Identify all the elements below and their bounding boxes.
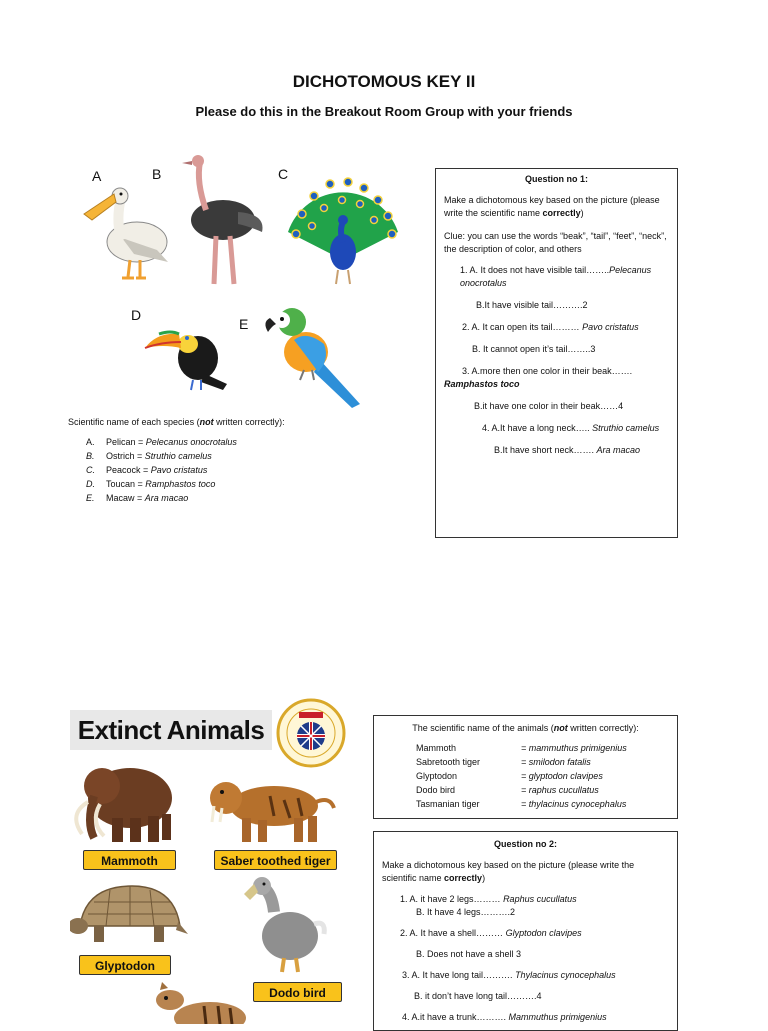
instructions-end: ) [580,208,584,218]
key-text: B.It have short neck……. [494,445,597,455]
q2-key-3a [382,969,669,982]
species-intro-not: not [199,417,214,427]
site-logo-seal [276,698,346,768]
q2-key-2b: B. Does not have a shell 3 [416,949,522,959]
species-item-letter: B. [86,451,95,461]
q2-key-1a [382,893,669,906]
q1-key-4b [444,444,669,457]
species-item [68,435,398,449]
species-scientific-name: Pavo cristatus [150,465,208,475]
sci-value: thylacinus cynocephalus [528,799,627,809]
mammoth-label: Mammoth [83,850,176,870]
animal-scientific-name: = smilodon fatalis [521,757,591,767]
key-answer: Pelecanus onocrotalus [460,265,652,288]
key-text: 3. A. It have long tail………. [402,970,516,980]
saber-tiger-image [198,772,338,847]
species-item-letter: D. [86,479,95,489]
q1-key-2b: B. It cannot open it’s tail……..3 [472,344,596,354]
peacock-image [284,170,402,288]
picture-letter-c: C [278,166,289,182]
species-common-name: Pelican = [106,437,144,447]
key-answer: Struthio camelus [592,423,660,433]
sci-value: raphus cucullatus [528,785,599,795]
instructions-bold: correctly [444,873,483,883]
key-text: 2. A. It can open its tail……… [462,322,583,332]
extinct-animals-banner: Extinct Animals [70,710,272,750]
animal-scientific-name: = raphus cucullatus [521,785,599,795]
species-item-letter: A. [86,437,95,447]
toucan-image [143,318,233,396]
species-common-name: Peacock = [106,465,149,475]
macaw-image [260,300,368,412]
glyptodon-image [70,882,190,948]
question-1-heading: Question no 1: [525,174,588,184]
question-1-box [435,168,678,538]
q1-key-1b: B.It have visible tail……….2 [476,300,588,310]
animal-name: Mammoth [416,743,457,753]
key-text: 1. A. It does not have visible tail…….. [460,265,610,275]
table-row [416,797,627,811]
key-answer: Glyptodon clavipes [505,928,582,938]
page-title: DICHOTOMOUS KEY II [292,72,476,91]
key-text: 3. A.more then one color in their beak……. [462,366,633,376]
key-answer: Raphus cucullatus [503,894,577,904]
species-intro [68,415,398,429]
species-intro-text-end: written correctly): [213,417,285,427]
key-text: 1. A. it have 2 legs……… [400,894,504,904]
scientific-names-intro [382,722,669,735]
key-text: 4. A.It have a long neck….. [482,423,593,433]
animal-name: Glyptodon [416,771,458,781]
q1-key-1a [444,264,669,290]
species-item [68,463,398,477]
animal-name: Tasmanian tiger [416,799,480,809]
question-2-instructions [382,859,669,885]
species-scientific-name: Pelecanus onocrotalus [145,437,237,447]
tasmanian-tiger-image [150,980,250,1024]
instructions-end: ) [482,873,486,883]
key-text: 4. A.it have a trunk………. [402,1012,509,1022]
glyptodon-label: Glyptodon [79,955,171,975]
table-row [416,769,627,783]
key-answer: Mammuthus primigenius [508,1012,607,1022]
species-scientific-name: Ara macao [144,493,189,503]
key-answer: Pavo cristatus [582,322,639,332]
sci-value: mammuthus primigenius [528,743,627,753]
species-intro-text: Scientific name of each species ( [68,417,200,427]
species-list [68,415,398,505]
q2-key-1b: B. It have 4 legs……….2 [416,907,516,917]
instructions-text: Make a dichotomous key based on the picture (please write the scientific name [444,195,660,218]
species-item [68,491,398,505]
q1-key-4a [444,422,669,435]
question-1-clue: Clue: you can use the words “beak”, “tail”, “feet”, “neck”, the description of color, and others [444,231,667,254]
q2-key-3b: B. it don’t have long tail……….4 [414,991,542,1001]
q1-key-3a [444,365,669,391]
intro-text: The scientific name of the animals ( [412,723,554,733]
ostrich-image [178,152,268,292]
question-2-box [373,831,678,1031]
key-text: 2. A. It have a shell……… [400,928,506,938]
question-1-instructions [444,194,669,220]
question-2-heading: Question no 2: [494,839,557,849]
picture-letter-d: D [131,307,142,323]
key-answer: Ara macao [596,445,641,455]
mammoth-image [68,752,183,847]
intro-end: written correctly): [567,723,639,733]
animal-name: Sabretooth tiger [416,757,481,767]
animal-scientific-name: = glyptodon clavipes [521,771,603,781]
species-item [68,449,398,463]
instructions-text: Make a dichotomous key based on the picture (please write the scientific name [382,860,635,883]
species-common-name: Macaw = [106,493,143,503]
q2-key-2a [382,927,669,940]
species-item [68,477,398,491]
scientific-names-box [373,715,678,819]
instructions-bold: correctly [542,208,581,218]
species-common-name: Ostrich = [106,451,143,461]
table-row [416,783,627,797]
pelican-image [82,180,172,285]
intro-not: not [553,723,568,733]
key-answer: Thylacinus cynocephalus [515,970,616,980]
sci-value: smilodon fatalis [528,757,591,767]
species-item-letter: E. [86,493,95,503]
animal-name: Dodo bird [416,785,456,795]
picture-letter-e: E [239,316,249,332]
key-answer: Ramphastos toco [444,379,520,389]
page-subtitle: Please do this in the Breakout Room Group with your friends [195,104,573,119]
picture-letter-b: B [152,166,162,182]
q1-key-3b: B.it have one color in their beak……4 [474,401,624,411]
picture-letter-a: A [92,168,102,184]
table-row [416,755,627,769]
animal-scientific-name: = mammuthus primigenius [521,743,627,753]
dodo-bird-label: Dodo bird [253,982,342,1002]
q1-key-2a [444,321,669,334]
sci-value: glyptodon clavipes [528,771,603,781]
saber-tiger-label: Saber toothed tiger [214,850,337,870]
animal-scientific-name: = thylacinus cynocephalus [521,799,627,809]
scientific-names-table [416,741,627,811]
dodo-bird-image [244,874,328,978]
species-item-letter: C. [86,465,95,475]
species-scientific-name: Ramphastos toco [145,479,216,489]
species-common-name: Toucan = [106,479,143,489]
table-row [416,741,627,755]
q2-key-4a [382,1011,669,1024]
species-scientific-name: Struthio camelus [144,451,212,461]
